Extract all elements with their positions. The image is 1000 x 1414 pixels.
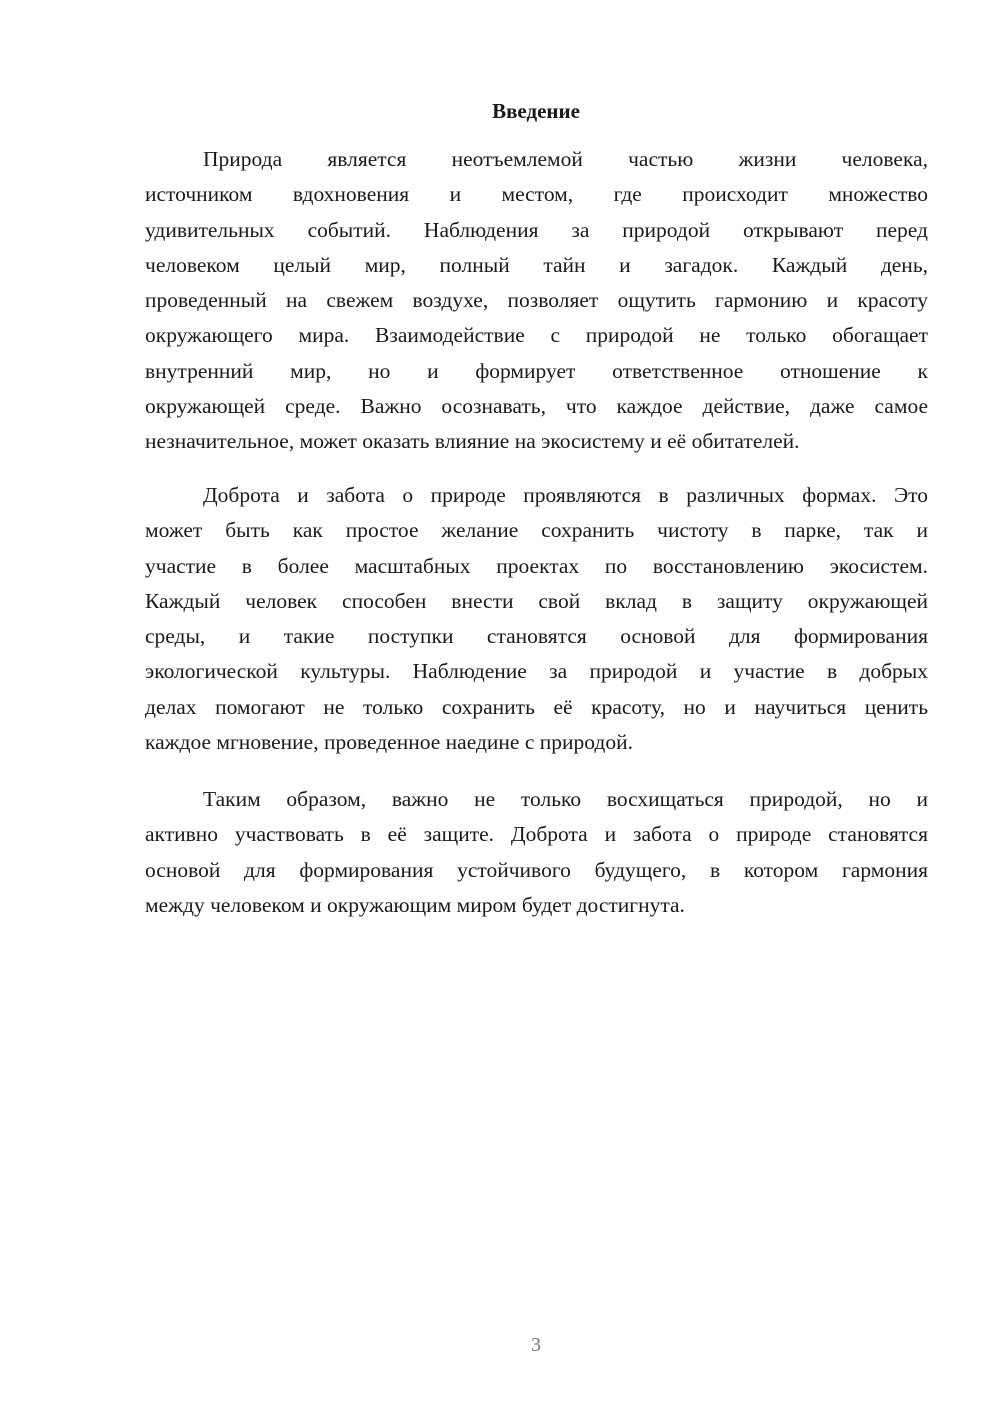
text-line: окружающего мира. Взаимодействие с природой не только обогащает <box>145 323 928 348</box>
section-title: Введение <box>492 99 580 123</box>
text-line: делах помогают не только сохранить её красоту, но и научиться ценить <box>145 694 928 719</box>
text-line: человеком целый мир, полный тайн и загадок. Каждый день, <box>145 252 928 277</box>
text-line: источником вдохновения и местом, где происходит множество <box>145 182 928 207</box>
paragraph-1 <box>145 142 928 460</box>
text-line: между человеком и окружающим миром будет достигнута. <box>145 892 685 917</box>
text-line: Таким образом, важно не только восхищаться природой, но и <box>203 787 928 811</box>
text-line: основой для формирования устойчивого будущего, в котором гармония <box>145 857 928 882</box>
text-line: проведенный на свежем воздухе, позволяет ощутить гармонию и красоту <box>145 288 928 313</box>
paragraph-3 <box>145 782 928 923</box>
text-line: активно участвовать в её защите. Доброта и забота о природе становятся <box>145 822 928 847</box>
text-line: каждое мгновение, проведенное наедине с природой. <box>145 730 633 755</box>
text-line: Каждый человек способен внести свой вклад в защиту окружающей <box>145 588 928 613</box>
text-line: окружающей среде. Важно осознавать, что каждое действие, даже самое <box>145 394 928 419</box>
text-line: Природа является неотъемлемой частью жизни человека, <box>203 147 928 171</box>
text-line: Доброта и забота о природе проявляются в различных формах. Это <box>203 483 928 507</box>
text-line: внутренний мир, но и формирует ответственное отношение к <box>145 358 928 383</box>
text-line: участие в более масштабных проектах по восстановлению экосистем. <box>145 553 928 578</box>
text-line: удивительных событий. Наблюдения за природой открывают перед <box>145 217 928 242</box>
text-line: экологической культуры. Наблюдение за природой и участие в добрых <box>145 659 928 684</box>
text-line: незначительное, может оказать влияние на экосистему и её обитателей. <box>145 429 800 454</box>
text-line: среды, и такие поступки становятся основой для формирования <box>145 624 928 649</box>
paragraph-2 <box>145 478 928 760</box>
text-line: может быть как простое желание сохранить чистоту в парке, так и <box>145 518 928 543</box>
page-number: 3 <box>531 1334 541 1356</box>
